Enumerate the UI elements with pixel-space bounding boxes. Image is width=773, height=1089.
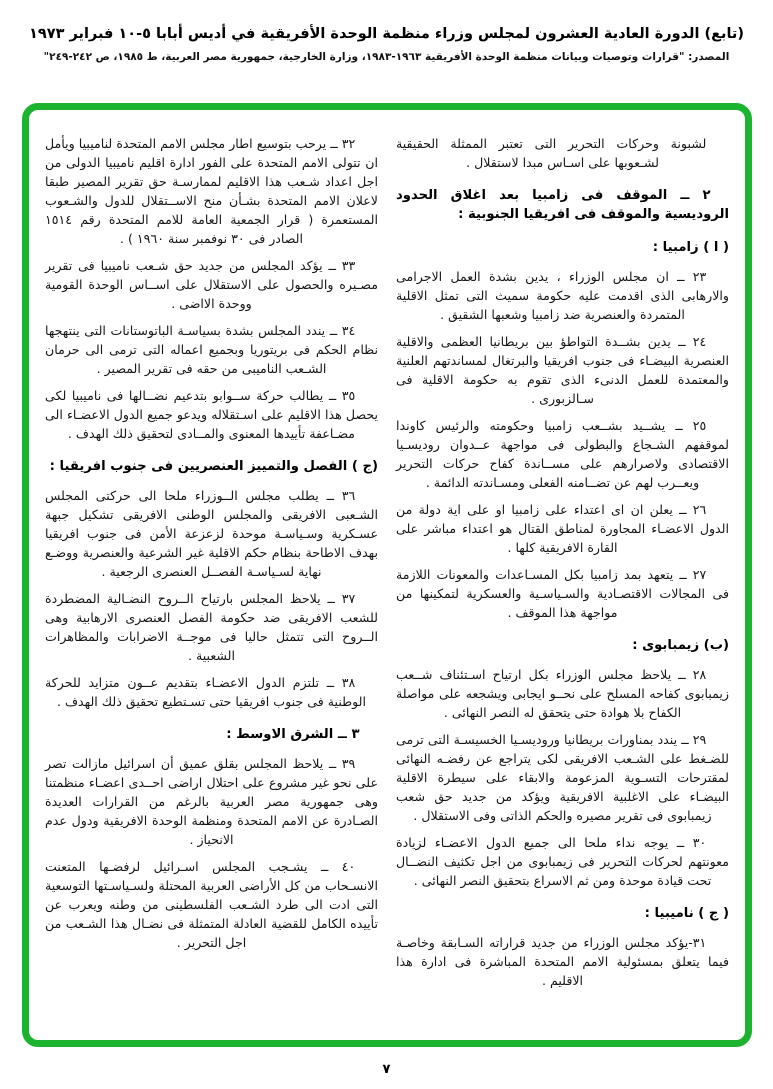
text-columns [45, 134, 729, 1032]
section-heading: ( ج ) ناميبيا : [644, 906, 729, 921]
document-paragraph: ٣٧ ــ يلاحظ المجلس بارتياح الــروح النضـالية المضطردة للشعب الافريقى ضد حكومة الفصل العنصرى الارهابية وهى الــروح التى تتمثل حاليا فى موجــة الاضرابات والمظاهرات الشعبية . [45, 591, 378, 663]
document-paragraph: ٣٩ ــ يلاحظ المجلس بقلق عميق أن اسرائيل مازالت تصر على نحو غير مشروع على احتلال اراضى احــدى اعضـاء منظمتنا وهى جمهورية مصر العربية بالرغم من القرارات العديدة الصـادرة عن الامم المتحدة ومنظمة الوحدة الافريقية ودول عدم الانحياز . [45, 756, 378, 847]
document-paragraph: لشبونة وحركات التحرير التى تعتبر الممثلة الحقيقية لشـعوبها على اسـاس مبدا لاستقلال . [396, 136, 707, 170]
document-paragraph: ٣٥ ــ يطالب حركة ســوابو بتدعيم نضــالها فى ناميبيا لكى يحصل هذا الاقليم على اسـتقلاله ويدعو جميع الدول الاعضـاء الى مضـاعفة تأييدها المعنوى والمــادى لتحقيق ذلك الهدف . [45, 388, 378, 441]
page-header [0, 26, 773, 63]
section-heading: (ب) زيمبابوى : [632, 638, 729, 653]
section-heading: ( ا ) زامبيا : [652, 240, 729, 255]
document-paragraph: ٢٨ ــ يلاحظ مجلس الوزراء بكل ارتياح اسـتئناف شــعب زيمبابوى كفاحه المسلح على نحــو ايجابى ويشجعه على مواصلة الكفاح بلا هوادة حتى يتحقق له النصر النهائى . [396, 667, 729, 720]
column-left [45, 134, 378, 1032]
document-paragraph: ٢٩ ــ يندد بمناورات بريطانيا وروديسـيا الخسيسـة التى ترمى للضـغط على الشـعب الافريقى لكى يتراجع عن رفضـه النهائى لمقترحات التسـوية المزعومة والابقاء على سيطرة الاقلية البيضـاء على الاغلبية الافريقية ويؤكد من جديد حق شعب زيمبابوى فى تقرير مصيره والحكم الذاتى وفى الاستقلال . [396, 732, 729, 823]
document-paragraph: ٣٢ ــ يرحب بتوسيع اطار مجلس الامم المتحدة لناميبيا ويأمل ان تتولى الامم المتحدة على الفور ادارة اقليم ناميبيا الدولى من اجل اعداد شـعب هذا الاقليم لممارسـة حق تقرير المصير طبقا لاعلان الامم المتحدة بشـأن منح الاســتقلال للدول والشـعوب المستعمرة ( قرار الجمعية العامة للامم المتحدة رقم ١٥١٤ الصادر فى ٣٠ نوفمبر سنة ١٩٦٠ ) . [45, 136, 378, 246]
page-number: ٧ [382, 1062, 391, 1077]
document-paragraph: ٣٣ ــ يؤكد المجلس من جديد حق شـعب ناميبيا فى تقرير مصـيره والحصول على الاستقلال على اســاس الوحدة القومية ووحدة الااضى . [45, 258, 378, 311]
section-heading: ٢ ــ الموقف فى زامبيا بعد اغلاق الحدود الروديسية والموقف فى افريقيا الجنوبية : [396, 188, 729, 222]
document-paragraph: ٣٤ ــ يندد المجلس بشدة بسياسـة الباتوستانات التى ينتهجها نظام الحكم فى بريتوريا وبجميع اعماله التى ترمى الى حرمان الشـعب الناميبى من حقه فى تقرير المصير . [45, 323, 378, 376]
section-heading: ٣ ــ الشرق الاوسط : [226, 727, 360, 742]
document-title: (تابع) الدورة العادية العشرون لمجلس وزراء منظمة الوحدة الأفريقية في أديس أبابا ٥-١٠ فبراير ١٩٧٣ [29, 26, 744, 42]
document-frame [22, 103, 752, 1047]
document-paragraph: ٣٦ ــ يطلب مجلس الــوزراء ملحا الى حركتى المجلس الشـعبى الافريقى والمجلس الوطنى الافريقى تشكيل جبهة عسـكرية وسـياسـة موحدة لزعزعة الأمن فى جنوب افريقيا بهدف الاطاحة بنظام حكم الاقلية غير الشرعية والعنصرية ووضـع نهاية لسـياسـة الفصــل العنصرى الرجعية . [45, 488, 378, 579]
document-source-line: المصدر: "قرارات وتوصيات وبيانات منظمة الوحدة الأفريقية ١٩٦٣-١٩٨٣، وزارة الخارجية، جمهورية مصر العربية، ط ١٩٨٥، ص ٢٤٢-٢٤٩" [43, 51, 730, 63]
document-paragraph: ٢٤ ــ يدين بشــدة التواطؤ بين بريطانيا العظمى والاقلية العنصرية البيضـاء فى جنوب افريقيا والبرتغال لمساندتهم العلنية والمعتمدة للعمل الدنىء الذى تقوم به حكومة الاقلية فى سـالزبورى . [396, 334, 729, 406]
section-heading: (ج ) الفصل والتمييز العنصريين فى جنوب افريقيا : [49, 459, 378, 474]
document-paragraph: ٣٠ ــ يوجه نداء ملحا الى جميع الدول الاعضـاء لزيادة معونتهم لحركات التحرير فى زيمبابوى من اجل تكثيف النضــال تحت قيادة موحدة ومن ثم الاسراع بتحقيق النصر النهائى . [396, 835, 729, 888]
document-paragraph: ٣١-يؤكد مجلس الوزراء من جديد قراراته السـابقة وخاصـة فيما يتعلق بمسئولية الامم المتحدة المباشرة فى ادارة هذا الاقليم . [396, 935, 729, 988]
document-paragraph: ٢٦ ــ يعلن ان اى اعتداء على زامبيا او على اية دولة من الدول الاعضـاء المجاورة لمناطق القتال هو اعتداء مباشر على القارة الافريقية كلها . [396, 502, 729, 555]
document-paragraph: ٣٨ ــ تلتزم الدول الاعضـاء بتقديم عــون متزايد للحركة الوطنية فى جنوب افريقيا حتى تسـتطيع تحقيق ذلك الهدف . [45, 675, 366, 709]
document-paragraph: ٢٧ ــ يتعهد بمد زامبيا بكل المسـاعدات والمعونات اللازمة فى المجالات الاقتصـادية والسـياسـية والعسكرية لتمكينها من مواجهة هذا الموقف . [396, 567, 729, 620]
document-paragraph: ٤٠ ــ يشـجب المجلس اسـرائيل لرفضـها المتعنت الانسـحاب من كل الأراضى العربية المحتلة ولسـياسـتها التوسعية التى ادت الى طرد الشـعب الفلسطينى من وطنه ويعرب عن تأييده الكامل للقضية العادلة المتمثلة فى نضـال هذا الشـعب من اجل التحرير . [45, 859, 378, 950]
document-paragraph: ٢٥ ــ يشــيد بشــعب زامبيا وحكومته والرئيس كاوندا لموقفهم الشـجاع والبطولى فى مواجهة عــدوان روديسـيا الاقتصادى ولاصرارهم على مســاندة كفاح حركات التحرير ويعــرب لهم عن تضــامنه الفعلى ومسـاندته الدائمة . [396, 418, 729, 490]
document-paragraph: ٢٣ ــ ان مجلس الوزراء ، يدين بشدة العمل الاجرامى والارهابى الذى اقدمت عليه حكومة سميث التى تمثل الاقلية المتمردة والعنصرية ضد زامبيا وشعبها الشقيق . [396, 269, 729, 322]
column-right [396, 134, 729, 1032]
